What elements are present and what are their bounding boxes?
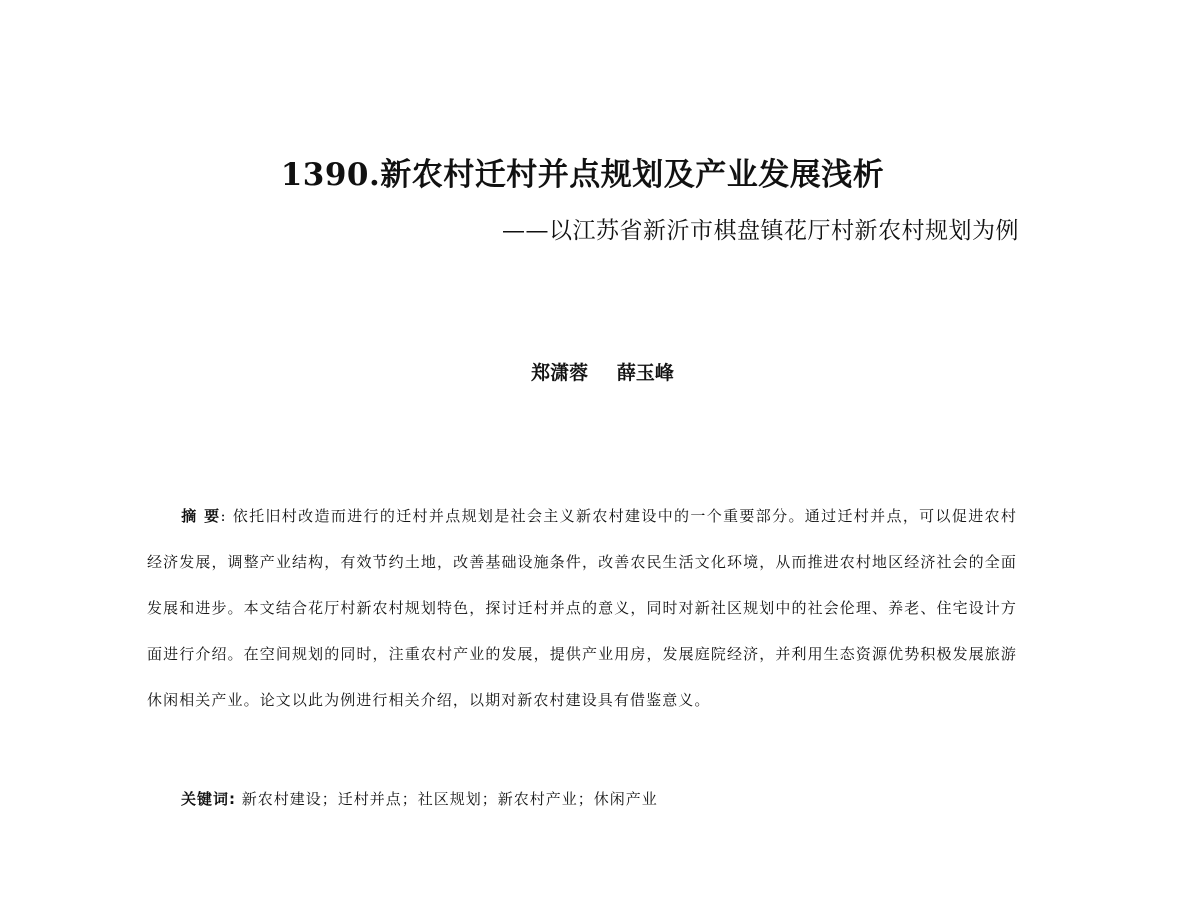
abstract-text: 依托旧村改造而进行的迁村并点规划是社会主义新农村建设中的一个重要部分。通过迁村并点，可以促进农村经济发展，调整产业结构，有效节约土地，改善基础设施条件，改善农民生活文化环境，从而推进农村地区经济社会的全面发展和进步。本文结合花厅村新农村规划特色，探讨迁村并点的意义，同时对新社区规划中的社会伦理、养老、住宅设计方面进行介绍。在空间规划的同时，注重农村产业的发展，提供产业用房，发展庭院经济，并利用生态资源优势积极发展旅游休闲相关产业。论文以此为例进行相关介绍，以期对新农村建设具有借鉴意义。 xyxy=(147,507,1017,709)
author-list xyxy=(0,355,1200,391)
keywords-label: 关键词: xyxy=(181,790,236,808)
keywords-text: 新农村建设；迁村并点；社区规划；新农村产业；休闲产业 xyxy=(241,790,658,808)
abstract-separator: : xyxy=(220,507,227,525)
paper-subtitle: ——以江苏省新沂市棋盘镇花厅村新农村规划为例 xyxy=(502,218,1019,244)
author-name: 郑潇蓉 xyxy=(531,362,589,384)
author-name: 薛玉峰 xyxy=(616,362,674,384)
paper-title: 1390.新农村迁村并点规划及产业发展浅析 xyxy=(280,157,885,193)
keywords-line xyxy=(181,779,658,819)
abstract-paragraph xyxy=(147,493,1017,723)
abstract-label: 摘 要 xyxy=(181,507,221,525)
